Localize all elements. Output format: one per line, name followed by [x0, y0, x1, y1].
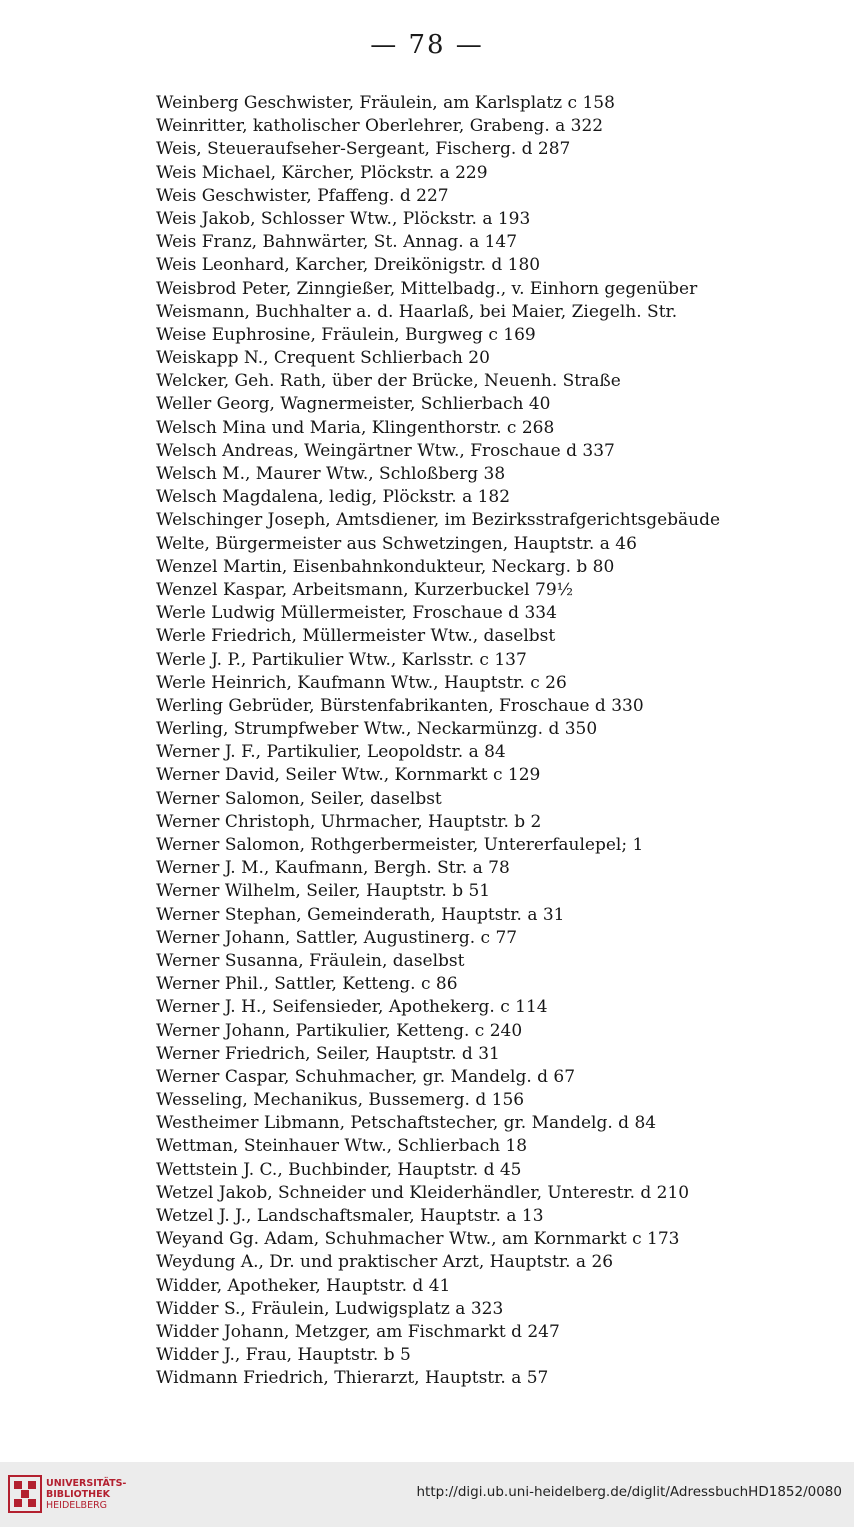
library-name-line: BIBLIOTHEK — [46, 1489, 110, 1500]
address-entry: Werner Caspar, Schuhmacher, gr. Mandelg. d 67 — [156, 1066, 576, 1087]
address-entry: Werner Stephan, Gemeinderath, Hauptstr. a 31 — [156, 904, 565, 925]
source-url-link[interactable]: http://digi.ub.uni-heidelberg.de/diglit/AdressbuchHD1852/0080 — [416, 1484, 842, 1500]
address-entry: Weinritter, katholischer Oberlehrer, Grabeng. a 322 — [156, 116, 604, 137]
address-entry-list — [156, 92, 836, 1391]
address-entry: Weis Franz, Bahnwärter, St. Annag. a 147 — [156, 232, 518, 253]
address-entry: Wenzel Kaspar, Arbeitsmann, Kurzerbuckel 79½ — [156, 579, 574, 600]
address-entry: Weis, Steueraufseher-Sergeant, Fischerg. d 287 — [156, 139, 571, 160]
address-entry: Werner J. F., Partikulier, Leopoldstr. a 84 — [156, 742, 506, 763]
address-entry: Weis Leonhard, Karcher, Dreikönigstr. d 180 — [156, 255, 541, 276]
address-entry: Weise Euphrosine, Fräulein, Burgweg c 169 — [156, 324, 536, 345]
address-entry: Werle J. P., Partikulier Wtw., Karlsstr. c 137 — [156, 649, 527, 670]
address-entry: Weinberg Geschwister, Fräulein, am Karlsplatz c 158 — [156, 93, 615, 113]
footer-bar — [0, 1462, 854, 1527]
address-entry: Weller Georg, Wagnermeister, Schlierbach 40 — [156, 394, 551, 415]
address-entry: Werner Wilhelm, Seiler, Hauptstr. b 51 — [156, 881, 491, 902]
address-entry: Weis Jakob, Schlosser Wtw., Plöckstr. a 193 — [156, 208, 531, 229]
address-entry: Wettman, Steinhauer Wtw., Schlierbach 18 — [156, 1136, 528, 1157]
library-name — [46, 1478, 136, 1511]
address-entry: Welsch Mina und Maria, Klingenthorstr. c 268 — [156, 417, 555, 438]
address-entry: Widder J., Frau, Hauptstr. b 5 — [156, 1345, 411, 1366]
address-entry: Werle Ludwig Müllermeister, Froschaue d 334 — [156, 603, 557, 624]
address-entry: Werle Heinrich, Kaufmann Wtw., Hauptstr. c 26 — [156, 672, 567, 693]
address-entry: Werner Salomon, Rothgerbermeister, Untererfaulepel; 1 — [156, 835, 644, 855]
address-entry: Weis Michael, Kärcher, Plöckstr. a 229 — [156, 162, 488, 183]
address-entry: Weismann, Buchhalter a. d. Haarlaß, bei Maier, Ziegelh. Str. — [156, 301, 678, 322]
address-entry: Welschinger Joseph, Amtsdiener, im Bezirksstrafgerichtsgebäude — [156, 510, 721, 531]
address-entry: Wetzel J. J., Landschaftsmaler, Hauptstr. a 13 — [156, 1206, 544, 1226]
address-entry: Weis Geschwister, Pfaffeng. d 227 — [156, 185, 449, 206]
address-entry: Widder Johann, Metzger, am Fischmarkt d 247 — [156, 1321, 560, 1342]
address-entry: Welsch Magdalena, ledig, Plöckstr. a 182 — [156, 487, 511, 508]
address-entry: Werner Susanna, Fräulein, daselbst — [156, 950, 465, 971]
address-entry: Weydung A., Dr. und praktischer Arzt, Hauptstr. a 26 — [156, 1252, 614, 1273]
address-entry: Weiskapp N., Crequent Schlierbach 20 — [156, 348, 490, 369]
address-entry: Werner David, Seiler Wtw., Kornmarkt c 129 — [156, 765, 541, 786]
address-entry: Weisbrod Peter, Zinngießer, Mittelbadg., v. Einhorn gegenüber — [156, 278, 698, 299]
address-entry: Werner Friedrich, Seiler, Hauptstr. d 31 — [156, 1043, 500, 1064]
address-entry: Wettstein J. C., Buchbinder, Hauptstr. d 45 — [156, 1159, 522, 1180]
address-entry: Widmann Friedrich, Thierarzt, Hauptstr. a 57 — [156, 1368, 549, 1389]
address-entry: Welte, Bürgermeister aus Schwetzingen, Hauptstr. a 46 — [156, 533, 637, 554]
address-entry: Welcker, Geh. Rath, über der Brücke, Neuenh. Straße — [156, 371, 621, 392]
address-entry: Werner Salomon, Seiler, daselbst — [156, 788, 442, 809]
address-entry: Wesseling, Mechanikus, Bussemerg. d 156 — [156, 1090, 525, 1111]
address-entry: Widder S., Fräulein, Ludwigsplatz a 323 — [156, 1298, 504, 1319]
page-number: — 78 — — [370, 30, 484, 60]
address-entry: Welsch M., Maurer Wtw., Schloßberg 38 — [156, 464, 506, 484]
address-entry: Werner Christoph, Uhrmacher, Hauptstr. b 2 — [156, 811, 542, 832]
address-entry: Welsch Andreas, Weingärtner Wtw., Froschaue d 337 — [156, 440, 615, 461]
address-entry: Werling Gebrüder, Bürstenfabrikanten, Froschaue d 330 — [156, 695, 644, 716]
address-entry: Werner Johann, Sattler, Augustinerg. c 77 — [156, 927, 518, 948]
address-entry: Wenzel Martin, Eisenbahnkondukteur, Neckarg. b 80 — [156, 556, 615, 577]
address-entry: Widder, Apotheker, Hauptstr. d 41 — [156, 1275, 451, 1296]
address-entry: Werner Phil., Sattler, Ketteng. c 86 — [156, 974, 458, 995]
address-entry: Westheimer Libmann, Petschaftstecher, gr. Mandelg. d 84 — [156, 1113, 657, 1134]
address-entry: Werle Friedrich, Müllermeister Wtw., daselbst — [156, 626, 556, 647]
address-entry: Werner J. M., Kaufmann, Bergh. Str. a 78 — [156, 858, 510, 879]
library-name-line: HEIDELBERG — [46, 1500, 108, 1511]
address-entry: Werling, Strumpfweber Wtw., Neckarmünzg. d 350 — [156, 719, 598, 740]
university-library-logo-icon — [8, 1475, 42, 1513]
address-entry: Werner Johann, Partikulier, Ketteng. c 240 — [156, 1020, 523, 1041]
address-entry: Wetzel Jakob, Schneider und Kleiderhändler, Unterestr. d 210 — [156, 1182, 690, 1203]
address-entry: Weyand Gg. Adam, Schuhmacher Wtw., am Kornmarkt c 173 — [156, 1229, 680, 1250]
address-entry: Werner J. H., Seifensieder, Apothekerg. c 114 — [156, 997, 548, 1018]
library-name-line: UNIVERSITÄTS- — [46, 1478, 127, 1489]
